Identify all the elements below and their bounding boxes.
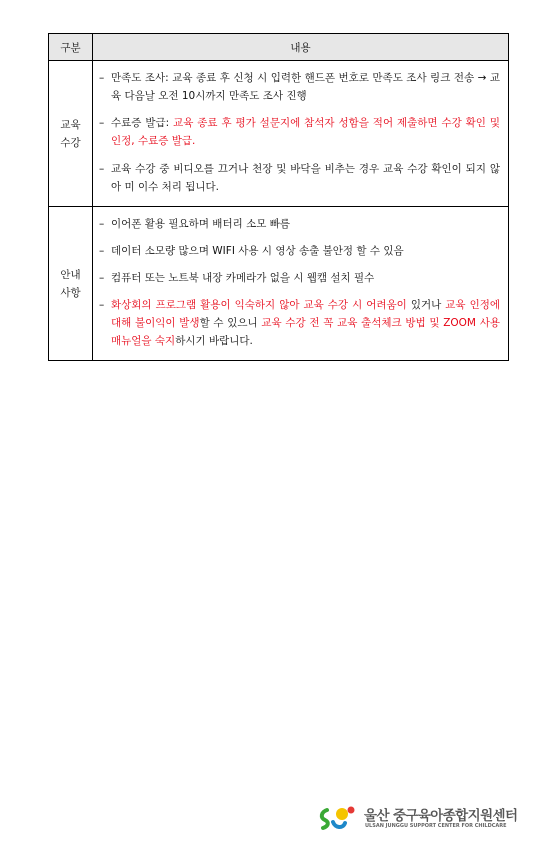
center-logo [318,803,518,835]
logo-korean-name: 울산 중구육아종합지원센터 [364,808,518,824]
logo-circle-red [348,807,355,814]
logo-circle-yellow [336,808,348,820]
content-cell [93,207,509,361]
header-content: 내용 [93,34,509,61]
item-text: 컴퓨터 또는 노트북 내장 카메라가 없을 시 웹캠 설치 필수 [111,272,375,284]
list-item [99,114,500,150]
info-table [48,33,509,361]
logo-swoosh-blue [333,822,345,827]
list-item [99,296,500,350]
list-item [99,242,500,260]
bullet-list [99,215,500,350]
table-row [49,207,509,361]
category-label-line: 안내 [60,268,81,281]
item-text-highlight: 교육 수강 전 꼭 교육 출석체크 방법 및 ZOOM 사용 매뉴얼을 숙지 [111,317,500,347]
bullet-list [99,69,500,196]
item-text: 이어폰 활용 필요하며 배터리 소모 빠름 [111,218,290,230]
table-header-row [49,34,509,61]
list-item [99,215,500,233]
category-label-line: 수강 [60,136,81,149]
item-text: 데이터 소모량 많으며 WIFI 사용 시 영상 송출 불안정 할 수 있음 [111,245,404,257]
table-row [49,61,509,207]
item-text-highlight: 교육 종료 후 평가 설문지에 참석자 성함을 적어 제출하면 수강 확인 및 인정, 수료증 발급. [111,117,500,147]
item-text: 있거나 [406,299,446,311]
content-cell [93,61,509,207]
item-text-highlight: 교육 인정에 대해 불이익이 발생 [111,299,500,329]
logo-english-name: ULSAN JUNGGU SUPPORT CENTER FOR CHILDCARE [365,823,507,829]
item-text: 만족도 조사: 교육 종료 후 신청 시 입력한 핸드폰 번호로 만족도 조사 링크 전송 → 교육 다음날 오전 10시까지 만족도 조사 진행 [111,72,500,102]
category-label-line: 교육 [60,118,81,131]
item-text: 하시기 바랍니다. [175,335,253,347]
category-cell [49,207,93,361]
list-item [99,269,500,287]
header-category: 구분 [49,34,93,61]
category-label-line: 사항 [60,286,81,299]
item-text: 할 수 있으니 [199,317,262,329]
childcare-center-logo-icon [318,804,358,832]
list-item [99,160,500,196]
item-text: 수료증 발급: [111,117,174,129]
item-text: 교육 수강 중 비디오를 끄거나 천장 및 바닥을 비추는 경우 교육 수강 확인이 되지 않아 미 이수 처리 됩니다. [111,163,500,193]
category-cell [49,61,93,207]
logo-swoosh-green [322,810,328,828]
list-item [99,69,500,105]
item-text-highlight: 화상회의 프로그램 활용이 익숙하지 않아 교육 수강 시 어려움이 [111,299,407,311]
